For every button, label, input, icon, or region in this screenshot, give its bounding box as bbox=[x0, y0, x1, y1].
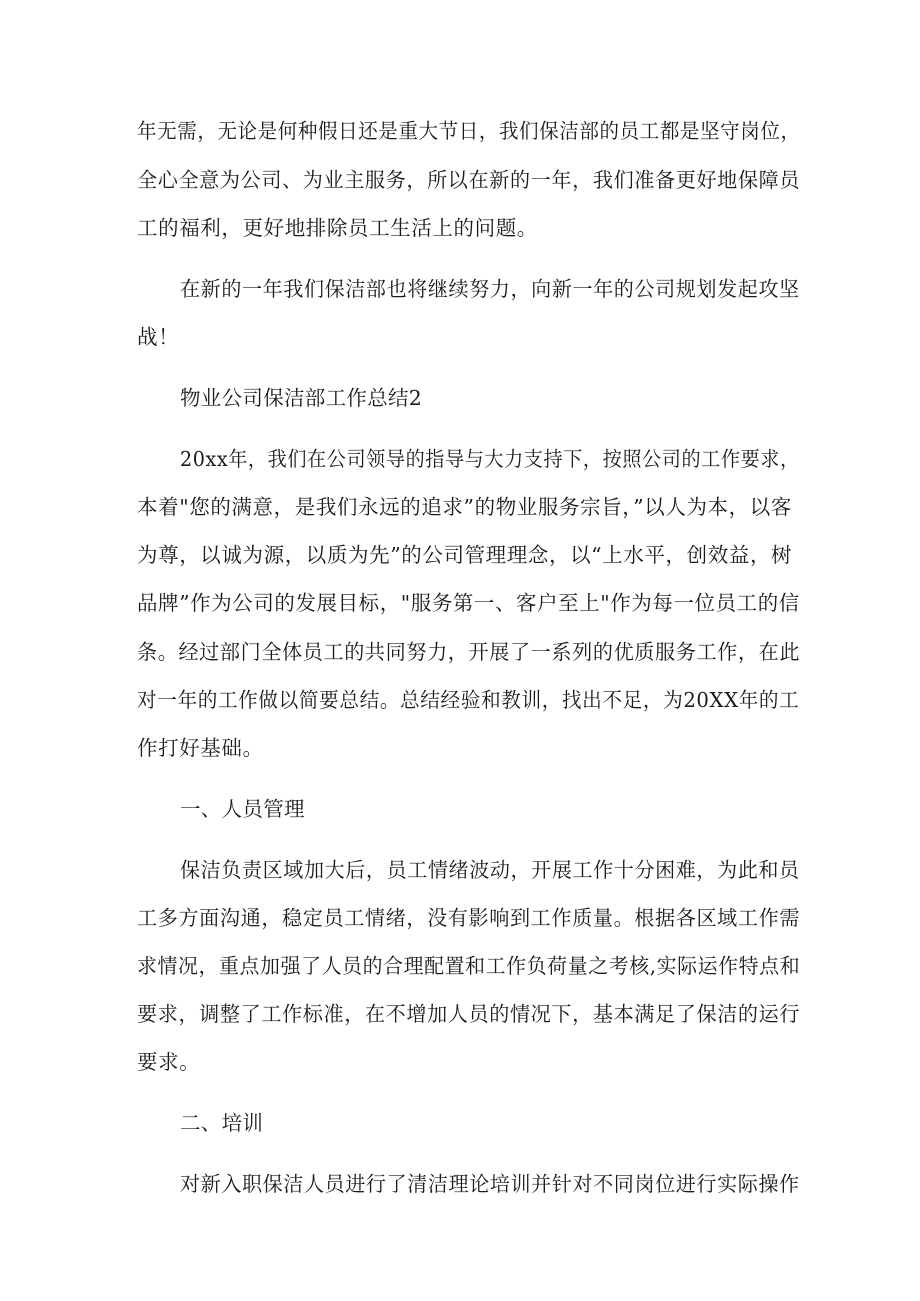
text-line: 为尊，以诚为源，以质为先”的公司管理理念，以“上水平，创效益，树 bbox=[137, 543, 793, 567]
text-line: 要求。 bbox=[137, 1050, 201, 1074]
text-line: 保洁负责区域加大后，员工情绪波动，开展工作十分困难，为此和员 bbox=[180, 858, 800, 882]
heading-personnel: 一、人员管理 bbox=[180, 797, 305, 821]
heading-training: 二、培训 bbox=[180, 1111, 264, 1135]
text-line: 年无需，无论是何种假日还是重大节日，我们保洁部的员工都是坚守岗位， bbox=[137, 119, 801, 143]
text-line: 全心全意为公司、为业主服务，所以在新的一年，我们准备更好地保障员 bbox=[137, 168, 801, 192]
text-line: 条。经过部门全体员工的共同努力，开展了一系列的优质服务工作，在此 bbox=[137, 640, 801, 664]
text-line: 工多方面沟通，稳定员工情绪，没有影响到工作质量。根据各区域工作需 bbox=[137, 906, 801, 930]
text-line: 品牌”作为公司的发展目标，"服务第一、客户至上"作为每一位员工的信 bbox=[137, 591, 800, 615]
text-line: 战！ bbox=[137, 325, 180, 349]
text-line: 要求，调整了工作标准，在不增加人员的情况下，基本满足了保洁的运行 bbox=[137, 1002, 801, 1026]
text-line: 对一年的工作做以简要总结。总结经验和教训，找出不足，为20XX年的工 bbox=[137, 688, 800, 712]
text-line: 对新入职保洁人员进行了清洁理论培训并针对不同岗位进行实际操作 bbox=[180, 1172, 800, 1196]
text-line: 工的福利，更好地排除员工生活上的问题。 bbox=[137, 216, 538, 240]
text-line: 20xx年，我们在公司领导的指导与大力支持下，按照公司的工作要求， bbox=[180, 447, 800, 471]
text-line: 求情况，重点加强了人员的合理配置和工作负荷量之考核,实际运作特点和 bbox=[137, 954, 801, 978]
text-line: 在新的一年我们保洁部也将继续努力，向新一年的公司规划发起攻坚 bbox=[180, 277, 800, 301]
text-line: 本着"您的满意，是我们永远的追求”的物业服务宗旨，”以人为本，以客 bbox=[137, 495, 792, 519]
section-title: 物业公司保洁部工作总结2 bbox=[180, 386, 423, 410]
text-line: 作打好基础。 bbox=[137, 736, 264, 760]
